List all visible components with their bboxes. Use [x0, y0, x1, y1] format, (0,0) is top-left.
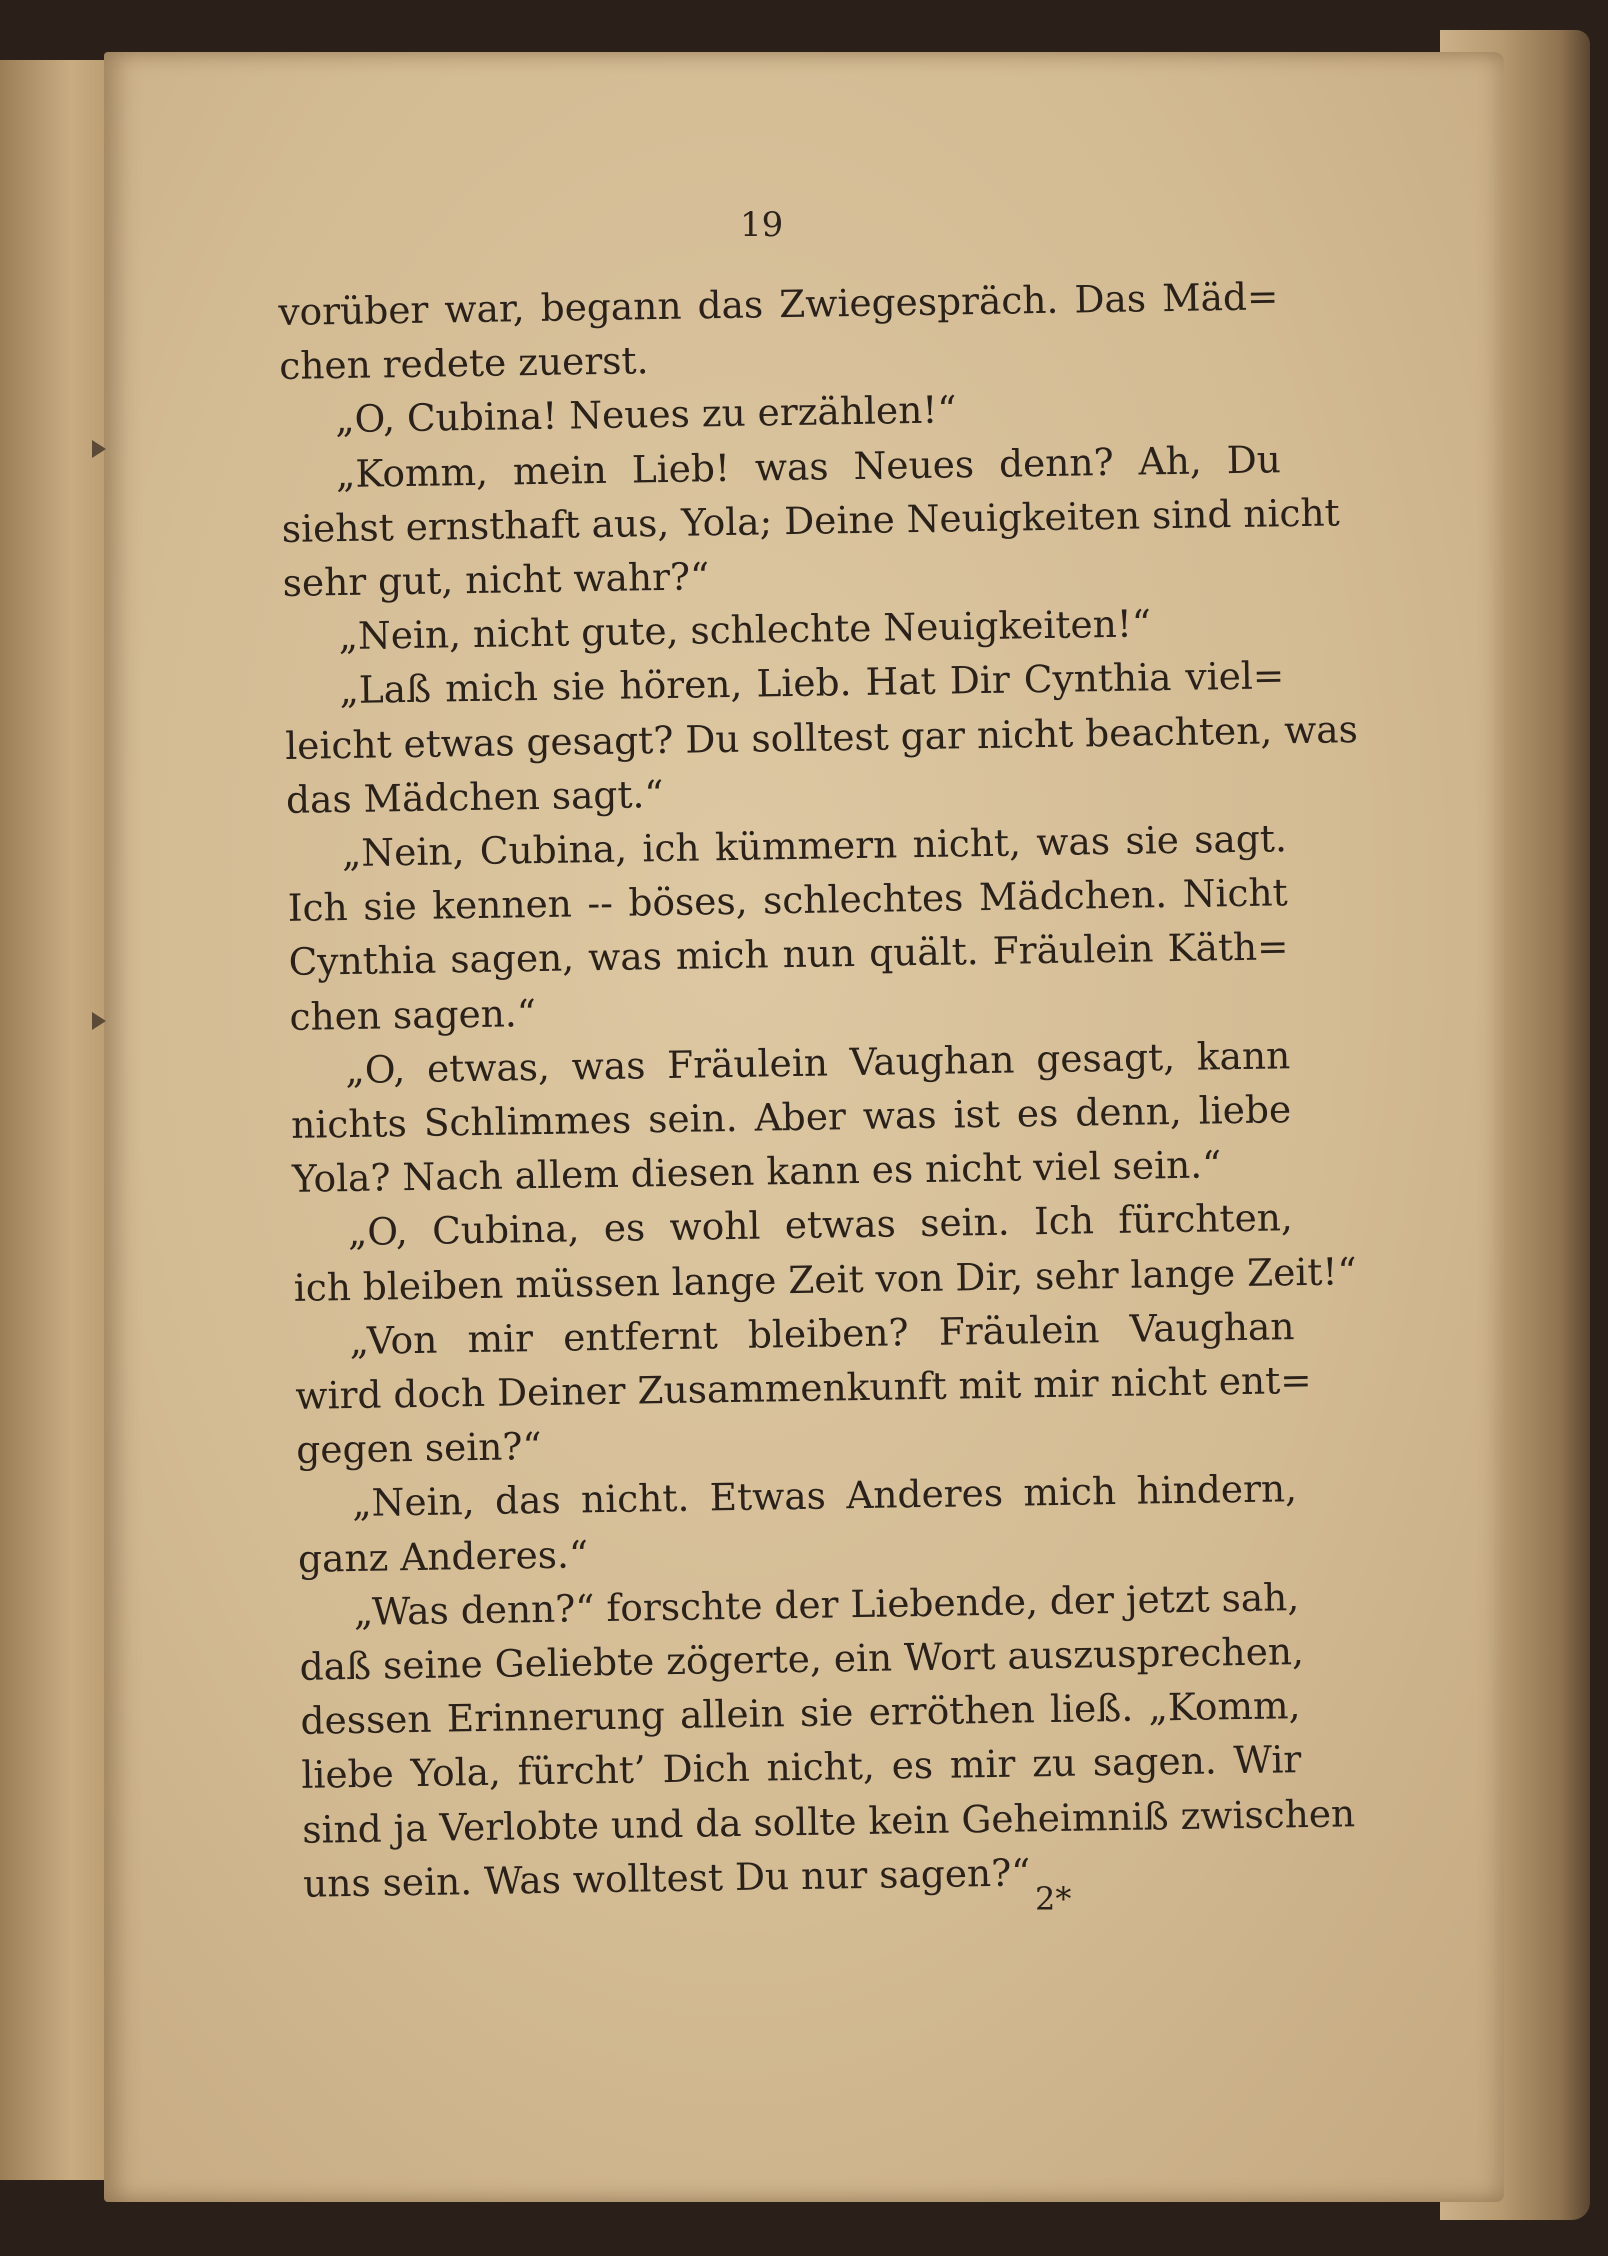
text-line: „O, Cubina, es wohl etwas sein. Ich fürchten, [347, 1195, 1294, 1255]
text-line: „Von mir entfernt bleiben? Fräulein Vaughan [349, 1304, 1295, 1363]
text-line: gegen sein?“ [295, 1424, 542, 1473]
text-line: „Komm, mein Lieb! was Neues denn? Ah, Du [335, 436, 1282, 496]
left-page-edge [0, 60, 121, 2180]
text-line: nichts Schlimmes sein. Aber was ist es denn, liebe [290, 1087, 1292, 1147]
text-line: sehr gut, nicht wahr?“ [282, 554, 710, 605]
text-line: „O, etwas, was Fräulein Vaughan gesagt, kann [344, 1033, 1291, 1092]
text-line: vorüber war, begann das Zwiegespräch. Das Mäd= [278, 274, 1279, 334]
margin-tab-icon [92, 1012, 106, 1030]
text-line: daß seine Geliebte zögerte, ein Wort auszusprechen, [299, 1629, 1305, 1689]
text-line: ganz Anderes.“ [297, 1531, 589, 1581]
text-line: „Laß mich sie hören, Lieb. Hat Dir Cynthia viel= [339, 653, 1285, 713]
text-line: „Was denn?“ forschte der Liebende, der jetzt sah, [353, 1574, 1300, 1634]
text-line: chen redete zuerst. [278, 338, 649, 389]
text-line: Ich sie kennen -- böses, schlechtes Mädchen. Nicht [287, 870, 1289, 931]
text-line: das Mädchen sagt.“ [285, 771, 664, 822]
text-line: siehst ernsthaft aus, Yola; Deine Neuigkeiten sind nicht [281, 490, 1340, 551]
text-line: uns sein. Was wolltest Du nur sagen?“ [302, 1850, 1031, 1906]
text-line: chen sagen.“ [289, 990, 537, 1039]
text-line: leicht etwas gesagt? Du solltest gar nicht beachten, was [284, 706, 1359, 768]
text-line: Cynthia sagen, was mich nun quält. Fräulein Käth= [288, 924, 1289, 985]
body-text [278, 269, 1359, 1911]
margin-tab-icon [92, 440, 106, 458]
text-line: „O, Cubina! Neues zu erzählen!“ [334, 387, 957, 442]
signature-mark: 2* [1035, 1880, 1072, 1918]
text-line: Yola? Nach allem diesen kann es nicht viel sein.“ [291, 1142, 1222, 1202]
text-line: „Nein, Cubina, ich kümmern nicht, was sie sagt. [341, 816, 1288, 876]
page-number: 19 [740, 205, 784, 245]
text-line: „Nein, nicht gute, schlechte Neuigkeiten!“ [338, 601, 1152, 659]
text-line: liebe Yola, fürcht’ Dich nicht, es mir zu sagen. Wir [301, 1737, 1302, 1798]
text-line: sind ja Verlobte und da sollte kein Geheimniß zwischen [301, 1790, 1356, 1852]
text-line: „Nein, das nicht. Etwas Anderes mich hindern, [351, 1466, 1298, 1526]
text-line: wird doch Deiner Zusammenkunft mit mir nicht ent= [295, 1357, 1312, 1418]
text-line: ich bleiben müssen lange Zeit von Dir, sehr lange Zeit!“ [293, 1248, 1357, 1310]
text-line: dessen Erinnerung allein sie erröthen ließ. „Komm, [300, 1683, 1301, 1744]
